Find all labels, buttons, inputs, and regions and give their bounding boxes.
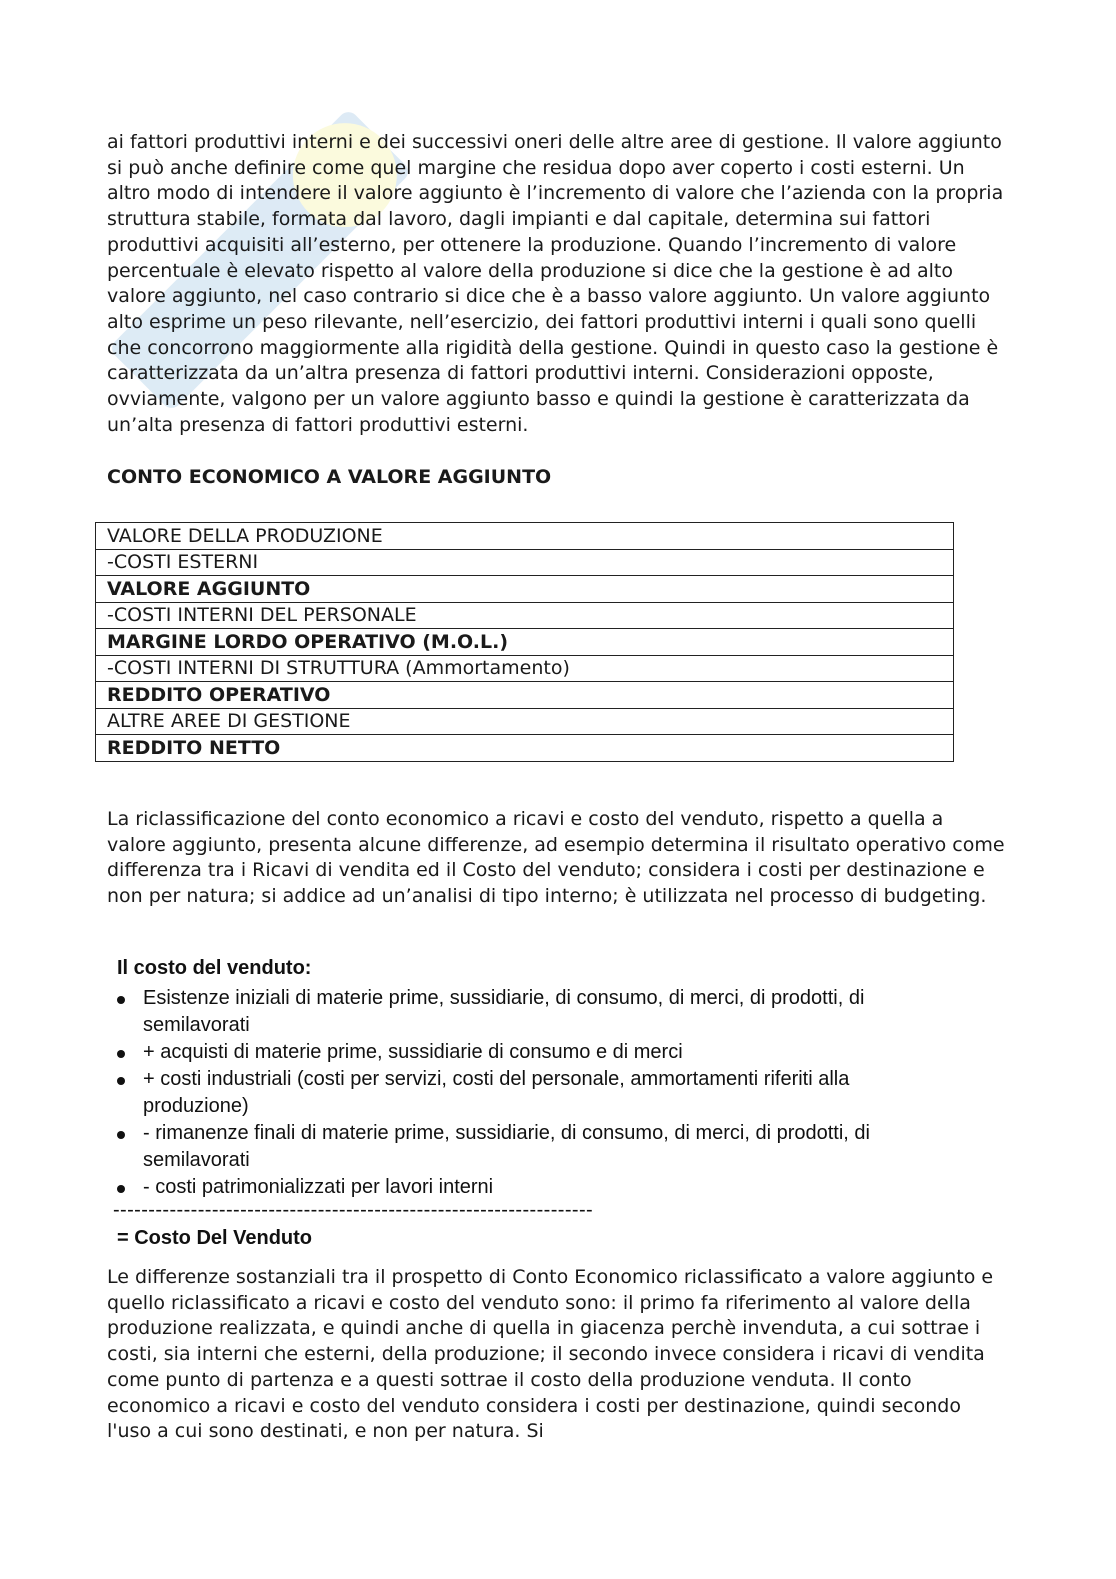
list-item: - costi patrimonializzati per lavori interni [113, 1174, 873, 1201]
table-cell: VALORE DELLA PRODUZIONE [96, 523, 954, 550]
table-cell: -COSTI INTERNI DEL PERSONALE [96, 602, 954, 629]
paragraph-valore-aggiunto: ai fattori produttivi interni e dei successivi oneri delle altre aree di gestione. Il valore aggiunto si può anche definire come quel margine che residua dopo aver coperto i costi esterni. Un altro modo di intendere il valore aggiunto è l’incremento di valore che l’azienda con la propria struttura stabile, formata dal lavoro, dagli impianti e dal capitale, determina sui fattori produttivi acquisiti all’esterno, per ottenere la produzione. Quando l’incremento di valore percentuale è elevato rispetto al valore della produzione si dice che la gestione è ad alto valore aggiunto, nel caso contrario si dice che è a basso valore aggiunto. Un valore aggiunto alto esprime un peso rilevante, nell’esercizio, dei fattori produttivi interni i quali sono quelli che concorrono maggiormente alla rigidità della gestione. Quindi in questo caso la gestione è caratterizzata da un’altra presenza di fattori produttivi interni. Considerazioni opposte, ovviamente, valgono per un valore aggiunto basso e quindi la gestione è caratterizzata da un’alta presenza di fattori produttivi esterni. [107, 131, 1004, 436]
table-cell: -COSTI INTERNI DI STRUTTURA (Ammortamento) [96, 655, 954, 682]
section-heading: CONTO ECONOMICO A VALORE AGGIUNTO [107, 466, 552, 489]
page-content [107, 130, 1007, 490]
table-cell: ALTRE AREE DI GESTIONE [96, 708, 954, 735]
table-row [96, 682, 954, 709]
list-item: + acquisti di materie prime, sussidiarie di consumo e di merci [113, 1039, 873, 1066]
costo-venduto-title: Il costo del venduto: [117, 957, 312, 979]
costo-venduto-total: = Costo Del Venduto [117, 1227, 313, 1249]
costo-venduto-box [113, 955, 873, 1251]
dashed-rule: -------------------------------------------------------------------- [113, 1199, 594, 1221]
list-item: + costi industriali (costi per servizi, costi del personale, ammortamenti riferiti alla produzione) [113, 1066, 873, 1120]
table-cell-total: REDDITO NETTO [96, 735, 954, 762]
table-cell-total: REDDITO OPERATIVO [96, 682, 954, 709]
table-row [96, 602, 954, 629]
paragraph-differenze: Le differenze sostanziali tra il prospetto di Conto Economico riclassificato a valore aggiunto e quello riclassificato a ricavi e costo del venduto sono: il primo fa riferimento al valore della produzione realizzata, e quindi anche di quella in giacenza perchè invenduta, a cui sottrae i costi, sia interni che esterni, della produzione; il secondo invece considera i ricavi di vendita come punto di partenza e a questi sottrae il costo della produzione venduta. Il conto economico a ricavi e costo del venduto considera i costi per destinazione, quindi secondo l'uso a cui sono destinati, e non per natura. Si [107, 1266, 994, 1443]
table-row [96, 655, 954, 682]
table-cell: -COSTI ESTERNI [96, 549, 954, 576]
list-item: Esistenze iniziali di materie prime, sussidiarie, di consumo, di merci, di prodotti, di semilavorati [113, 985, 873, 1039]
conto-economico-table [95, 522, 954, 762]
table-row [96, 549, 954, 576]
paragraph-riclassificazione: La riclassificazione del conto economico a ricavi e costo del venduto, rispetto a quella a valore aggiunto, presenta alcune differenze, ad esempio determina il risultato operativo come differenza tra i Ricavi di vendita ed il Costo del venduto; considera i costi per destinazione e non per natura; si addice ad un’analisi di tipo interno; è utilizzata nel processo di budgeting. [107, 808, 1005, 908]
table-row [96, 523, 954, 550]
table-row [96, 735, 954, 762]
table-cell-total: MARGINE LORDO OPERATIVO (M.O.L.) [96, 629, 954, 656]
table-row [96, 576, 954, 603]
costo-venduto-list [113, 985, 873, 1201]
table-row [96, 629, 954, 656]
list-item: - rimanenze finali di materie prime, sussidiarie, di consumo, di merci, di prodotti, di semilavorati [113, 1120, 873, 1174]
table-cell-total: VALORE AGGIUNTO [96, 576, 954, 603]
table-row [96, 708, 954, 735]
